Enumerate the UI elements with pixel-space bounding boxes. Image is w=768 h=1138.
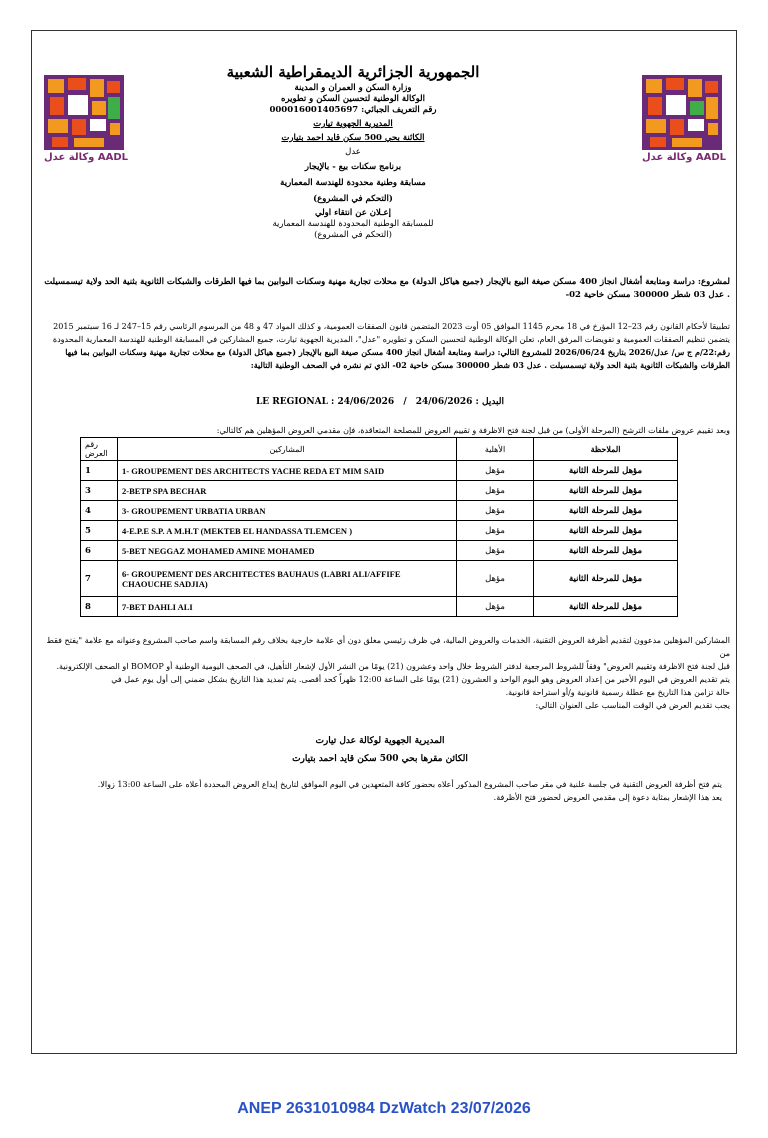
closing-paragraph [60,778,722,804]
address-line-1: المديرية الجهوية لوكالة عدل تيارت [315,736,445,746]
table-row [81,501,678,521]
aadl-logo-right [642,75,727,170]
program: برنامج سكنات بيع - بالإيجار [304,162,402,172]
results-table [80,437,678,617]
competition: مسابقة وطنية محدودة للهندسة المعمارية [280,178,426,188]
notice-title: إعـلان عن انتقاء اولي [315,208,391,218]
row-num: 8 [81,597,118,617]
tax-id: رقم التعريف الجبائي: 000016001405697 [269,105,437,115]
row-name: 3- GROUPEMENT URBATIA URBAN [118,501,457,521]
ministry: وزارة السكن و العمران و المدينة [294,83,412,93]
row-elig: مؤهل [457,521,534,541]
submission-address [180,736,580,764]
row-note: مؤهل للمرحلة الثانية [534,561,678,597]
row-elig: مؤهل [457,597,534,617]
row-name: 1- GROUPEMENT DES ARCHITECTS YACHE REDA ET MIM SAID [118,461,457,481]
row-num: 7 [81,561,118,597]
intro-line: الطرقات والشبكات الثانوية بثنية الحد ولاية تيسمسيلت . عدل 03 شطر 300000 مسكن خاحية 02- الذي تم نشره في الصحف الوطنية التالية: [250,360,730,370]
row-note: مؤهل للمرحلة الثانية [534,541,678,561]
agency: الوكالة الوطنية لتحسين السكن و تطويره [280,94,426,104]
table-header-row [81,438,678,461]
row-name: 4-E.P.E S.P. A M.H.T (MEKTEB EL HANDASSA TLEMCEN ) [118,521,457,541]
header-name: المشاركين [118,438,457,461]
regional-publication: LE REGIONAL : 24/06/2026 [255,397,395,407]
instruction-line: المشاركين المؤهلين مدعوون لتقديم أظرفة العروض التقنية، الخدمات والعروض المالية، في ظرف رئيسي مغلق دون أي علامة خارجية بخلاف رقم المسابقة واسم صاحب المشروع وعنوانه مع علامة "يفتح فقط من [46,636,730,658]
row-num: 4 [81,501,118,521]
instruction-line: يتم تقديم العروض في اليوم الأخير من إعداد العروض وهو اليوم الواحد و العشرون (21) يومًا على الساعة 12:00 ظهراً كحد أقصى. يتم تمديد هذا التاريخ بشكل ضمني إلى أول يوم عمل في [111,675,730,684]
address-line-2: الكائن مقرها بحي 500 سكن قايد احمد بتيارت [292,754,468,764]
row-name: 5-BET NEGGAZ MOHAMED AMINE MOHAMED [118,541,457,561]
header-num: رقم العرض [81,438,118,461]
table-row [81,561,678,597]
instruction-line: حالة تزامن هذا التاريخ مع عطلة رسمية قانونية و/أو استراحة قانونية. [505,688,730,697]
header-note: الملاحظة [534,438,678,461]
closing-line: يعد هذا الإشعار بمثابة دعوة إلى مقدمي العروض لحضور فتح الأظرفة. [493,793,722,802]
closing-line: يتم فتح أظرفة العروض التقنية في جلسة علنية في مقر صاحب المشروع المذكور أعلاه بحضور كافة المتعهدين في اليوم الموافق لتاريخ إيداع العروض المحددة أعلاه على الساعة 13:00 زوالا. [97,780,722,789]
publication-footer: ANEP 2631010984 DzWatch 23/07/2026 [237,1100,531,1117]
logo-text: وكالة عدل AADL [44,152,129,163]
row-note: مؤهل للمرحلة الثانية [534,597,678,617]
row-elig: مؤهل [457,461,534,481]
row-name: 2-BETP SPA BECHAR [118,481,457,501]
row-note: مؤهل للمرحلة الثانية [534,461,678,481]
directorate: المديرية الجهوية تيارت [313,119,393,129]
aadl-label: عدل [345,147,361,157]
row-num: 1 [81,461,118,481]
row-note: مؤهل للمرحلة الثانية [534,521,678,541]
row-name: 7-BET DAHLI ALI [118,597,457,617]
table-row [81,521,678,541]
row-num: 6 [81,541,118,561]
aadl-logo-left [44,75,129,170]
header-elig: الأهلية [457,438,534,461]
directorate-address: الكائنة بحي 500 سكن قايد احمد بتيارت [281,133,425,143]
row-elig: مؤهل [457,481,534,501]
intro-paragraph [40,320,730,372]
logo-text: وكالة عدل AADL [642,152,727,163]
row-elig: مؤهل [457,561,534,597]
table-row [81,597,678,617]
publication-separator: / [403,397,407,407]
table-row [81,481,678,501]
intro-line: تطبيقا لأحكام القانون رقم 23–12 المؤرخ في 18 محرم 1145 الموافق 05 أوت 2023 المتضمن قانون الصفقات العمومية، و كذلك المواد 47 و 48 من المرسوم الرئاسي رقم 15–247 لـ 16 سبتمبر 2015 [53,322,730,331]
row-note: مؤهل للمرحلة الثانية [534,481,678,501]
intro-line: يتضمن تنظيم الصفقات العمومية و تفويضات المرفق العام، تعلن الوكالة الوطنية لتحسين السكن و تطويره "عدل"، المديرية الجهوية تيارت، جميع المشاركين في المسابقة الوطنية للهندسة المعمارية المحدودة [52,335,730,344]
row-num: 3 [81,481,118,501]
table-row [81,541,678,561]
row-note: مؤهل للمرحلة الثانية [534,501,678,521]
instruction-line: يجب تقديم العرض في الوقت المناسب على العنوان التالي: [535,701,730,710]
republic-title: الجمهورية الجزائرية الديمقراطية الشعبية [226,63,480,81]
instructions [40,634,730,712]
row-name: 6- GROUPEMENT DES ARCHITECTES BAUHAUS (LABRI ALI/AFFIFE CHAOUCHE SADJIA) [118,561,457,597]
project-control: (التحكم في المشروع) [313,194,393,204]
table-row [81,461,678,481]
row-num: 5 [81,521,118,541]
publication-line [180,397,580,407]
intro-line: رقم:22/م ج س/ عدل/2026 بتاريخ 2026/06/24 للمشروع التالي: دراسة ومتابعة أشغال انجاز 400 مسكن صيغة البيع بالإيجار (جميع هياكل الدولة) مع محلات تجارية مهنية وسكنات البوابين بما فيها [65,347,730,357]
evaluation-line: وبعد تقييم عروض ملفات الترشح (المرحلة الأولى) من قبل لجنة فتح الاظرفة و تقييم العروض للمصلحة المتعاقدة، فإن مقدمي العروض المؤهلين هم كالتالي: [216,426,730,435]
aadl-logo-icon [642,75,722,150]
row-elig: مؤهل [457,541,534,561]
document-header [140,63,566,241]
row-elig: مؤهل [457,501,534,521]
project-statement: لمشروع: دراسة ومتابعة أشغال انجاز 400 مسكن صيغة البيع بالإيجار (جميع هياكل الدولة) مع محلات تجارية مهنية وسكنات البوابين بما فيها الطرقات والشبكات الثانوية بثنية الحد ولاية تيسمسيلت . عدل 03 شطر 300000 مسكن خاحية 02- [44,277,730,300]
notice-subtitle-1: للمسابقة الوطنية المحدودة للهندسة المعمارية [272,219,434,229]
instruction-line: قبل لجنة فتح الاظرفة وتقييم العروض" وفقاً للشروط المرجعية لدفتر الشروط خلال واحد وعشرون (21) يومًا من النشر الأول لإشعار التأهيل، في الصحف اليومية الوطنية أو BOMOP او الصحف الإلكترونية. [56,662,730,671]
notice-subtitle-2: (التحكم في المشروع) [314,230,392,240]
aadl-logo-icon [44,75,124,150]
badil-publication: البديل : 24/06/2026 [415,397,505,407]
